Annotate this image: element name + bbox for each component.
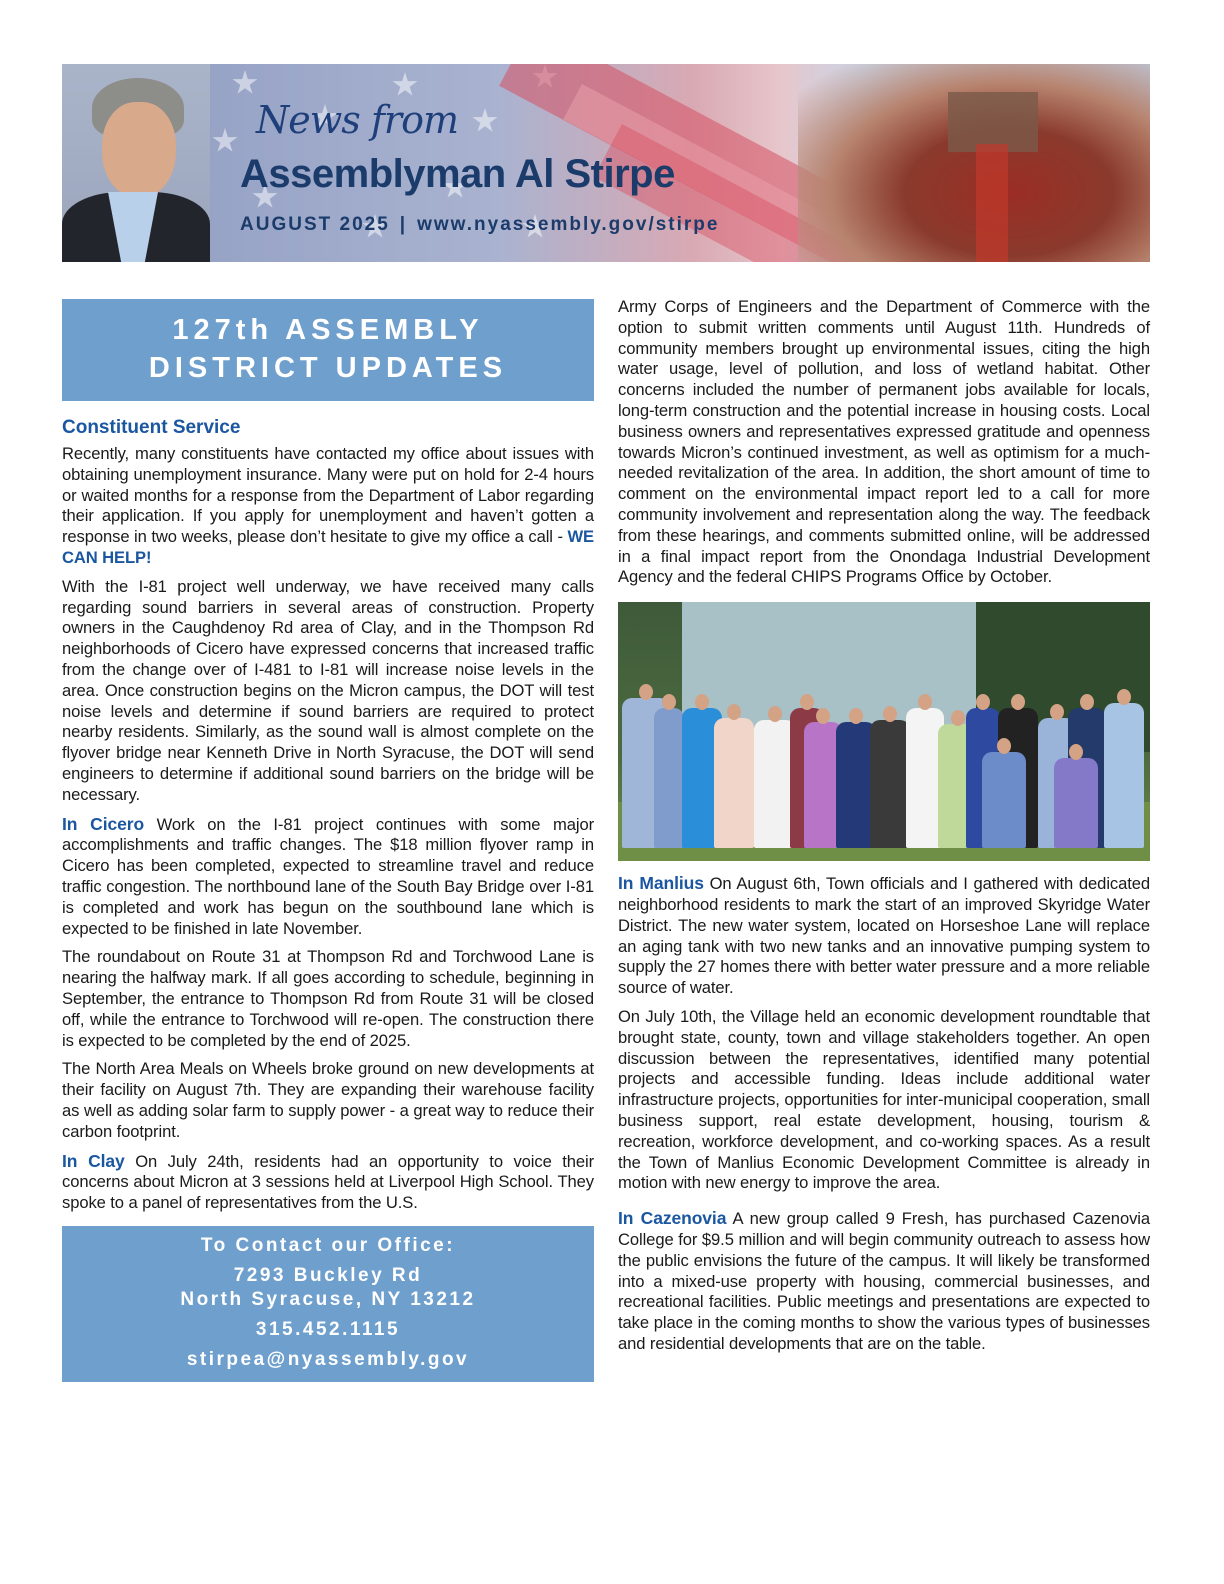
right-column [618, 297, 1150, 1363]
paragraph-text: On August 6th, Town officials and I gathered with dedicated neighborhood residents to mark the start of an improved Skyridge Water District. The new water system, located on Horseshoe Lane will replace an aging tank with two new tanks and an innovative pumping system to supply the 27 homes there with better water pressure and a more reliable source of water. [618, 874, 1150, 998]
banner-title: Assemblyman Al Stirpe [240, 152, 675, 196]
assemblyman-portrait-photo [62, 64, 210, 262]
contact-title: To Contact our Office: [200, 1234, 456, 1256]
person [714, 718, 754, 848]
meals-on-wheels-paragraph: The North Area Meals on Wheels broke ground on new developments at their facility on August 7th. They are expanding their warehouse facility as well as adding solar farm to supply power - a great way to reduce their carbon footprint. [62, 1059, 594, 1141]
paragraph-text: Recently, many constituents have contacted my office about issues with obtaining unemployment insurance. Many were put on hold for 2-4 hours or waited months for a response from the Department of Labor regarding their application. If you apply for unemployment and haven’t gotten a response in two weeks, please don’t hesitate to give my office a call - [62, 444, 594, 547]
we-can-help-emphasis: WE CAN HELP! [62, 527, 594, 567]
clay-paragraph [62, 1151, 594, 1214]
contact-email[interactable]: stirpea@nyassembly.gov [186, 1348, 470, 1370]
assembly-chamber-photo [798, 64, 1150, 262]
chamber-aisle [976, 144, 1008, 262]
contact-phone[interactable]: 315.452.1115 [255, 1318, 401, 1340]
paragraph-text: On July 24th, residents had an opportunity to voice their concerns about Micron at 3 sessions held at Liverpool High School. They spoke to a panel of representatives from the U.S. [62, 1151, 594, 1213]
chamber-dais [948, 92, 1038, 152]
economic-roundtable-paragraph: On July 10th, the Village held an economic development roundtable that brought state, county, town and village stakeholders together. An open discussion between the representatives, identified many potential projects and accessible funding. Ideas include additional water infrastructure projects, opportunities for inter-municipal cooperation, small business support, real estate development, housing, tourism & recreation, workforce development, and co-working spaces. As a result the Town of Manlius Economic Development Committee is already in motion with new energy to improve the area. [618, 1006, 1150, 1193]
cazenovia-paragraph [618, 1208, 1150, 1355]
roundabout-paragraph: The roundabout on Route 31 at Thompson Rd and Torchwood Lane is nearing the halfway mark. If all goes according to schedule, beginning in September, the entrance to Thompson Rd from Route 31 will be closed off, while the entrance to Torchwood will re-open. The construction there is expected to be completed by the end of 2025. [62, 947, 594, 1050]
section-title-line1: 127th ASSEMBLY [172, 314, 484, 346]
constituent-service-paragraph [62, 444, 594, 569]
left-column [62, 299, 594, 1382]
dateline-separator: | [399, 214, 408, 235]
person [654, 708, 684, 848]
person [870, 720, 910, 848]
contact-address-line1: 7293 Buckley Rd [233, 1264, 423, 1286]
newsletter-banner [62, 64, 1150, 262]
website-link[interactable]: www.nyassembly.gov/stirpe [417, 214, 720, 235]
cicero-lead: In Cicero [62, 813, 145, 834]
group-of-people [618, 688, 1150, 848]
manlius-lead: In Manlius [618, 873, 704, 894]
banner-kicker: News from [256, 98, 458, 142]
issue-date: AUGUST 2025 [240, 214, 390, 235]
sound-barriers-paragraph: With the I-81 project well underway, we have received many calls regarding sound barriers in several areas of construction. Property owners in the Caughdenoy Rd area of Clay, and in the Thompson Rd neighborhoods of Cicero have expressed concerns that increased traffic from the change over of I-481 to I-81 will increase noise levels in the area. Once construction begins on the Micron campus, the DOT will test noise levels and determine if sound barriers are required to protect nearby residents. Similarly, as the sound wall is almost complete on the flyover bridge near Kenneth Drive in North Syracuse, the DOT will send engineers to determine if additional sound barriers on the bridge will be necessary. [62, 576, 594, 804]
manlius-paragraph [618, 873, 1150, 999]
section-title-line2: DISTRICT UPDATES [148, 352, 508, 384]
star-icon [392, 72, 418, 98]
contact-info-box [62, 1226, 594, 1382]
constituent-service-heading: Constituent Service [62, 417, 241, 438]
clay-lead: In Clay [62, 1150, 125, 1171]
banner-dateline [240, 214, 719, 236]
cicero-paragraph [62, 814, 594, 940]
contact-address-line2: North Syracuse, NY 13212 [180, 1288, 476, 1310]
star-icon [212, 128, 238, 154]
micron-hearings-paragraph: Army Corps of Engineers and the Department of Commerce with the option to submit written comments until August 11th. Hundreds of community members brought up environmental issues, citing the high water usage, level of pollution, and loss of wetland habitat. Other concerns included the number of permanent jobs available for locals, long-term construction and the potential increase in housing costs. Local business owners and representatives expressed gratitude and openness towards Micron’s continued investment, as well as optimism for a much-needed revitalization of the area. In addition, the short amount of time to comment on the environmental impact report led to a call for more community involvement and representation along the way. The feedback from these hearings, and comments submitted online, will be addressed in a final impact report from the Onondaga Industrial Development Agency and the federal CHIPS Programs Office by October. [618, 297, 1150, 587]
paragraph-text: Work on the I-81 project continues with some major accomplishments and traffic changes. The $18 million flyover ramp in Cicero has been completed, expected to streamline travel and reduce traffic congestion. The northbound lane of the South Bay Bridge over I-81 is completed and work has begun on the southbound lane which is expected to be finished in late November. [62, 814, 594, 938]
section-title-box [62, 299, 594, 401]
person [982, 752, 1026, 848]
cazenovia-lead: In Cazenovia [618, 1208, 727, 1229]
person [1054, 758, 1098, 848]
paragraph-text: A new group called 9 Fresh, has purchased Cazenovia College for $9.5 million and will begin community outreach to assess how the public envisions the future of the campus. It will likely be transformed into a mixed-use property with housing, commercial businesses, and recreational facilities. Public meetings and presentations are expected to take place in the coming months to show the various types of businesses and residential developments that are on the table. [618, 1209, 1150, 1353]
star-icon [232, 70, 258, 96]
star-icon [472, 108, 498, 134]
skyridge-group-photo [618, 602, 1150, 861]
portrait-face [102, 102, 176, 198]
person [1104, 703, 1144, 848]
